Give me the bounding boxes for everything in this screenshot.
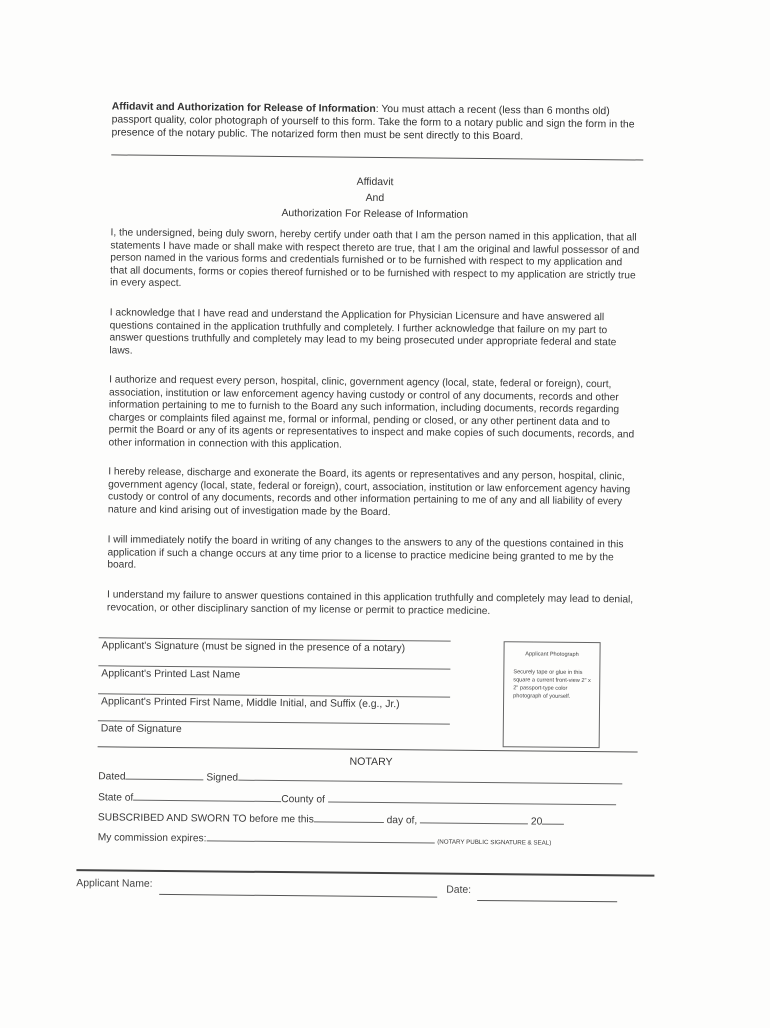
intro-text: : You must attach a recent (less than 6 months old) passport quality, color photograph of yourself to this form. Take the form to a notary public and sign the form in the presence of the notary public. The notarized form then must be sent directly to this Board. [111, 103, 635, 143]
title-line-2: And [365, 192, 385, 205]
date-of-signature-label: Date of Signature [100, 723, 182, 736]
paragraph-authorization: I authorize and request every person, hospital, clinic, government agency (local, state, federal or foreign), court, association, institution or law enforcement agency having custody or control of any documents, records and other information pertaining to me to furnish to the Board any such information, including documents, records regarding charges or complaints filed against me, formal or informal, pending or closed, or any other pertinent data and to permit the Board or any of its agents or representatives to inspect and make copies of such documents, records, and other information in connection with this application. [108, 374, 635, 451]
notary-sworn-row [98, 810, 564, 827]
commission-field[interactable] [206, 831, 434, 843]
notary-dated-row [98, 769, 622, 787]
commission-label: My commission expires: [97, 832, 207, 845]
county-of-label: County of [281, 794, 325, 806]
notary-seal-label: (NOTARY PUBLIC SIGNATURE & SEAL) [437, 838, 552, 847]
year-label: 20 [530, 816, 543, 828]
first-name-label: Applicant's Printed First Name, Middle Initial, and Suffix (e.g., Jr.) [100, 696, 400, 711]
dated-label: Dated [98, 771, 126, 783]
paragraph-release: I hereby release, discharge and exonerate the Board, its agents or representatives and any person, hospital, clinic, government agency (local, state, federal or foreign), court, association, institution or law enforcement agency having custody or control of any documents, records and other information pertaining to me of any and all liability of every nature and kind arising out of investigation made by the Board. [107, 466, 631, 518]
last-name-label: Applicant's Printed Last Name [101, 668, 241, 681]
title-line-3: Authorization For Release of Information [281, 208, 469, 221]
title-line-1: Affidavit [356, 176, 394, 189]
photo-box-title: Applicant Photograph [525, 651, 579, 658]
applicant-photo-box[interactable] [503, 641, 601, 748]
notary-state-row [98, 790, 616, 808]
notary-heading: NOTARY [349, 755, 393, 769]
paragraph-notification: I will immediately notify the board in writing of any changes to the answers to any of the questions contained in this application if such a change occurs at any time prior to a license to practice medicine being granted to me by the board. [107, 534, 624, 571]
dated-field[interactable] [125, 770, 203, 781]
applicant-name-label: Applicant Name: [76, 878, 153, 890]
signature-label: Applicant's Signature (must be signed in the presence of a notary) [101, 640, 406, 655]
signed-field[interactable] [238, 771, 622, 785]
header-divider [111, 154, 643, 160]
intro-heading: Affidavit and Authorization for Release of Information [111, 101, 376, 115]
paragraph-acknowledgement: I acknowledge that I have read and understand the Application for Physician Licensure and have answered all questions contained in the application truthfully and completely. I further acknowledge that failure on my part to answer questions truthfully and completely may lead to my being prosecuted under appropriate federal and state laws. [109, 307, 617, 357]
sworn-month-field[interactable] [420, 813, 528, 824]
applicant-name-field[interactable] [159, 894, 437, 898]
state-of-field[interactable] [133, 791, 281, 802]
sworn-year-field[interactable] [542, 815, 564, 825]
paragraph-understanding: I understand my failure to answer questions contained in this application truthfully and completely may lead to denial, revocation, or other disciplinary sanction of my license or permit to practice medicine. [106, 589, 634, 617]
footer-date-label: Date: [446, 884, 472, 896]
photo-box-instructions: Securely tape or glue in this square a current front-view 2" x 2" passport-type color photograph of yourself. [513, 669, 591, 700]
state-of-label: State of [98, 792, 134, 804]
signed-label: Signed [206, 772, 239, 784]
footer-date-field[interactable] [477, 900, 617, 902]
notary-commission-row [98, 830, 552, 847]
intro-instructions [111, 100, 639, 144]
sworn-label: SUBSCRIBED AND SWORN TO before me this [97, 812, 314, 826]
sworn-day-field[interactable] [314, 812, 384, 823]
footer-divider [76, 869, 654, 877]
county-of-field[interactable] [328, 793, 616, 806]
paragraph-certification: I, the undersigned, being duly sworn, hereby certify under oath that I am the person named in this application, that all statements I have made or shall make with respect thereto are true, that I am the original and lawful possessor of and person named in the various forms and credentials furnished or to be furnished with respect to my application and that all documents, forms or copies thereof furnished or to be furnished with respect to my application are strictly true in every aspect. [110, 227, 640, 290]
day-of-label: day of, [386, 815, 418, 827]
